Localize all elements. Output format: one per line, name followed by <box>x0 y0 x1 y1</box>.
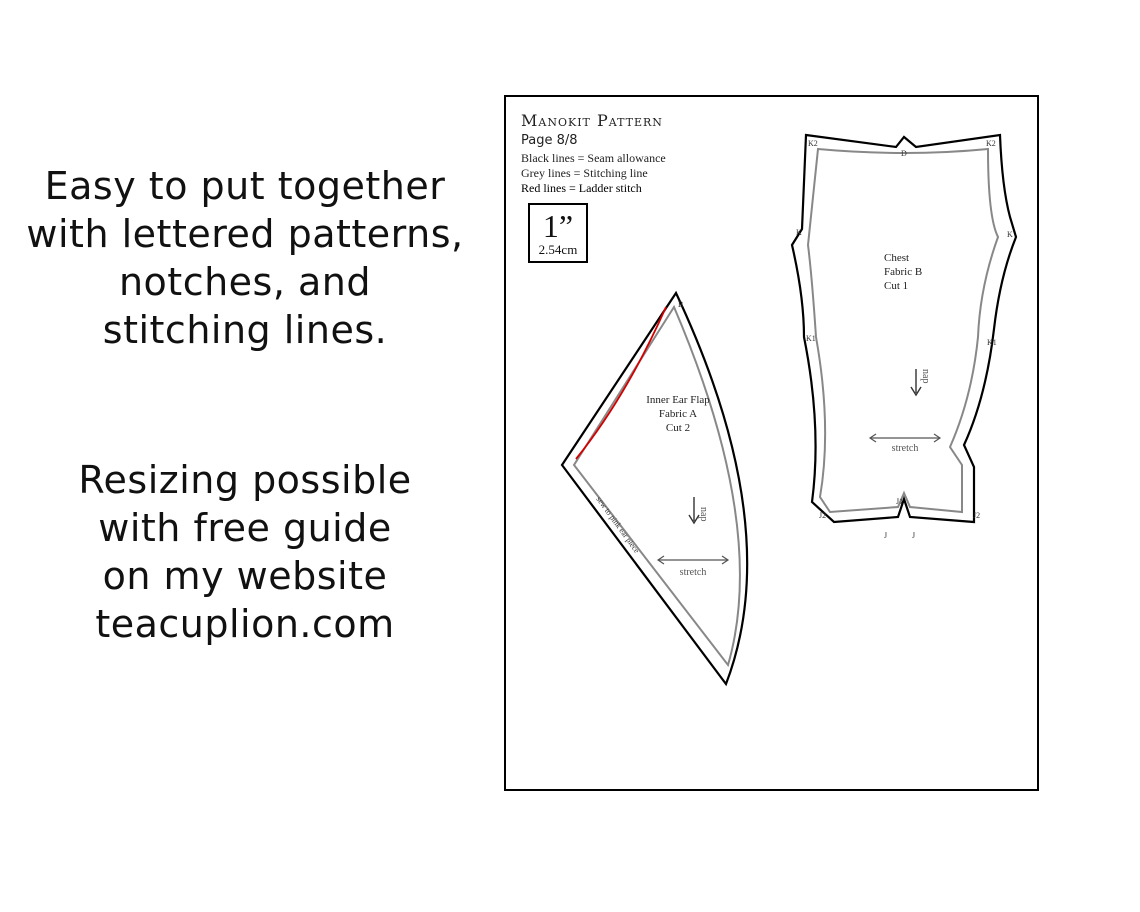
notch-k2-right: K2 <box>986 139 996 148</box>
promo-line: with free guide <box>98 506 392 550</box>
notch-k1-left: K1 <box>806 334 816 343</box>
promo-line: with lettered patterns, <box>26 212 464 256</box>
notch-j2-left: J2 <box>819 511 827 520</box>
pattern-sheet <box>504 95 1039 791</box>
ear-flap-cut: Cut 2 <box>665 422 691 434</box>
sheet-title: Manokit Pattern <box>521 111 663 130</box>
ear-flap-piece <box>562 293 747 684</box>
chest-cut: Cut 1 <box>884 280 909 292</box>
scale-cm: 2.54cm <box>538 242 578 257</box>
notch-j1: J1 <box>896 497 904 506</box>
notch-b: B <box>678 300 684 309</box>
scale-inch: 1” <box>542 208 574 244</box>
chest-fabric: Fabric B <box>884 266 923 278</box>
promo-line: Resizing possible <box>78 458 412 502</box>
notch-k-left: K <box>796 228 802 237</box>
promo-line: Easy to put together <box>44 164 446 208</box>
promo-line: teacuplion.com <box>95 602 395 646</box>
promo-line: notches, and <box>118 260 372 304</box>
notch-k2-left: K2 <box>808 139 818 148</box>
sheet-page-number: Page 8/8 <box>521 133 578 148</box>
legend-seam: Black lines = Seam allowance <box>521 151 666 165</box>
ear-flap-stretch-label: stretch <box>679 567 707 578</box>
chest-nap-label: nap <box>920 369 931 384</box>
notch-d: D <box>901 149 907 158</box>
notch-j-left: J <box>884 531 888 540</box>
promo-text-resizing <box>0 456 490 648</box>
promo-line: stitching lines. <box>102 308 388 352</box>
notch-k1-right: K1 <box>987 338 997 347</box>
ear-flap-seam-outline <box>562 293 747 684</box>
promo-line: on my website <box>102 554 388 598</box>
legend-ladder: Red lines = Ladder stitch <box>521 181 642 195</box>
legend-stitch: Grey lines = Stitching line <box>521 166 648 180</box>
ear-flap-name: Inner Ear Flap <box>646 394 710 406</box>
notch-j-right: J <box>912 531 916 540</box>
chest-name: Chest <box>884 252 910 264</box>
notch-k-right: K <box>1007 230 1013 239</box>
ear-flap-fabric: Fabric A <box>658 408 698 420</box>
pattern-pieces <box>506 97 1039 791</box>
chest-stretch-label: stretch <box>891 443 919 454</box>
promo-text-assembly <box>0 162 490 354</box>
ear-flap-edge-note: sew to pink ear piece <box>594 494 642 555</box>
chest-piece <box>792 135 1016 540</box>
chest-seam-outline <box>792 135 1016 522</box>
ear-flap-nap-label: nap <box>698 507 709 522</box>
notch-j2-right: J2 <box>973 511 981 520</box>
